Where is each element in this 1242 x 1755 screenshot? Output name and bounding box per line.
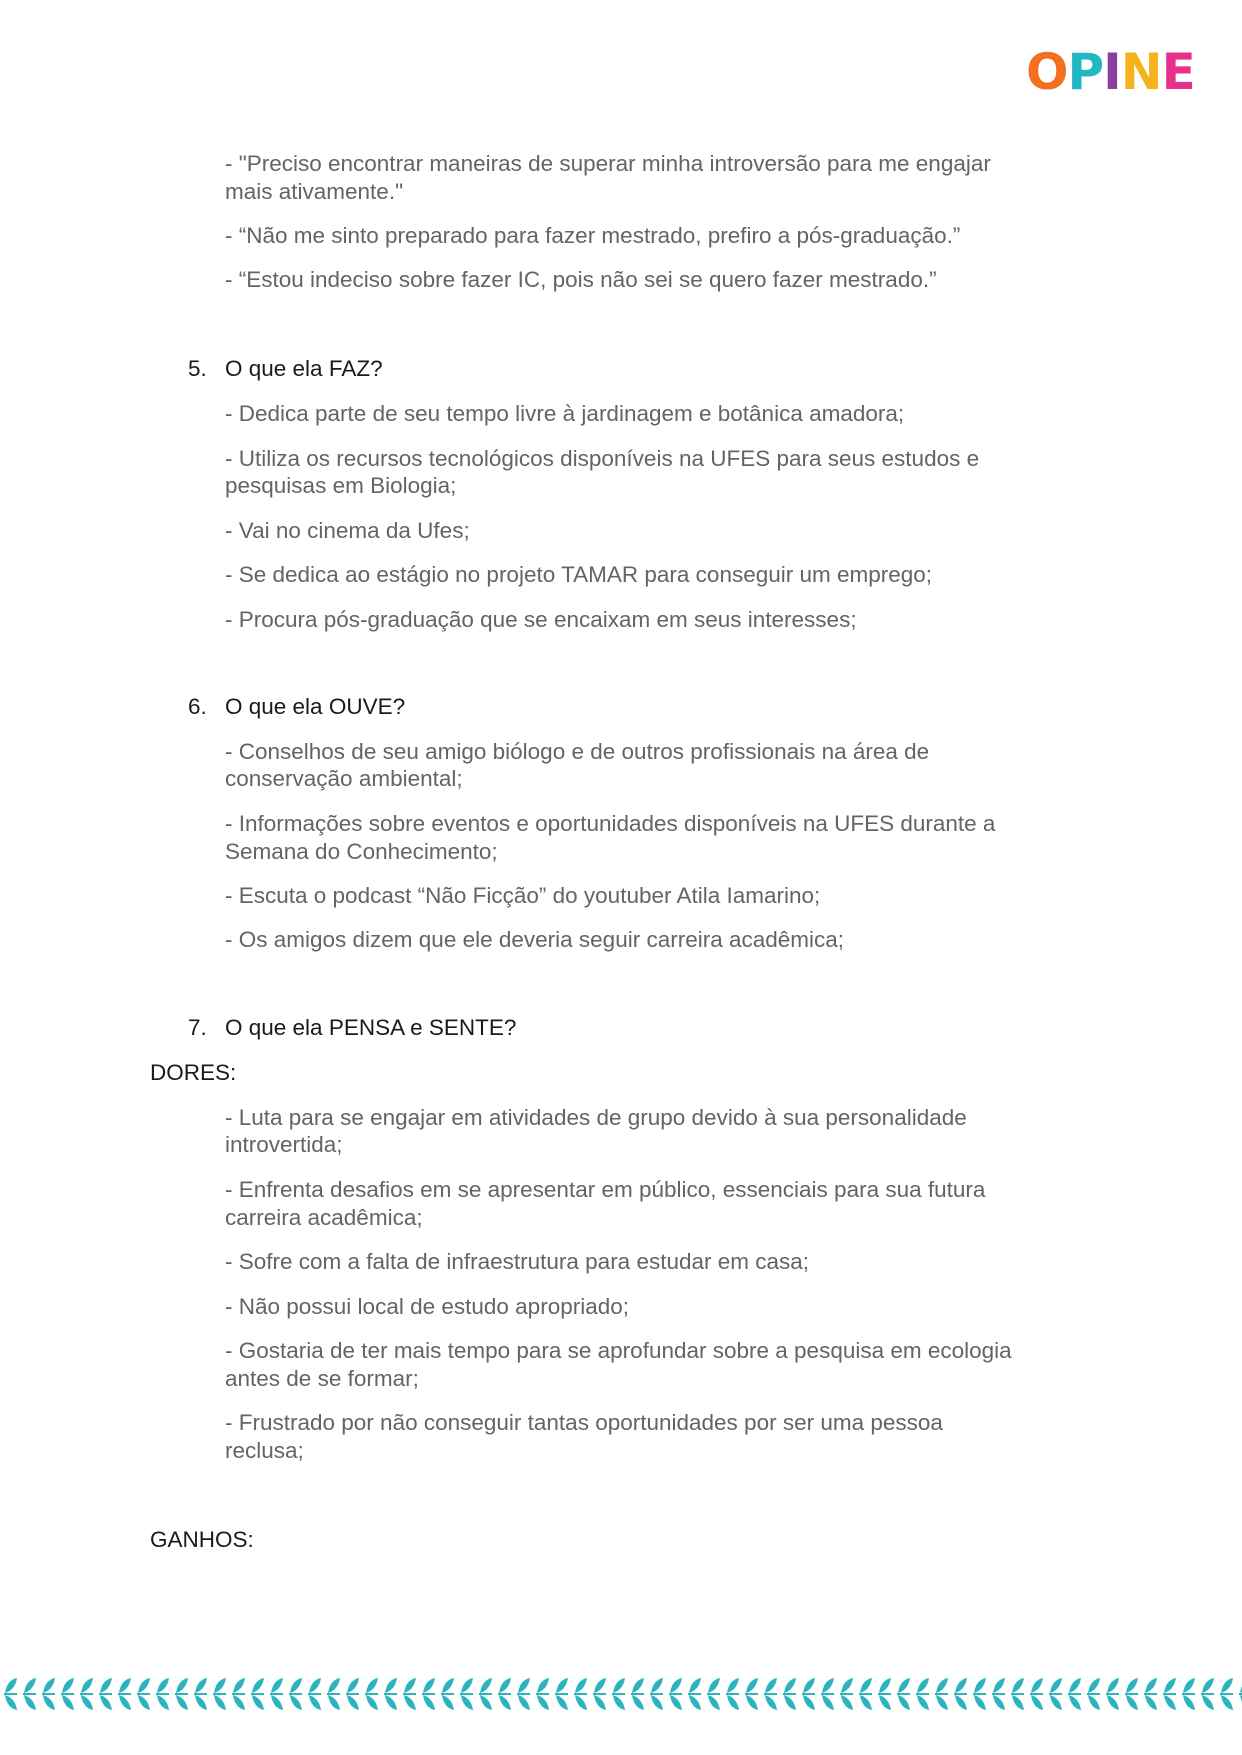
section-heading: O que ela PENSA e SENTE? xyxy=(225,1015,517,1040)
leaf-icon xyxy=(290,1678,302,1693)
list-item: - Conselhos de seu amigo biólogo e de outros profissionais na área de xyxy=(225,739,930,764)
leaf-icon xyxy=(974,1695,986,1710)
leaf-pattern-icon xyxy=(0,1674,1242,1714)
leaf-icon xyxy=(480,1695,492,1710)
leaf-icon xyxy=(727,1678,739,1693)
leaf-icon xyxy=(1183,1695,1195,1710)
ganhos-label: GANHOS: xyxy=(150,1527,254,1552)
leaf-icon xyxy=(157,1695,169,1710)
leaf-icon xyxy=(879,1695,891,1710)
leaf-icon xyxy=(442,1678,454,1693)
logo-letter: N xyxy=(1120,43,1162,101)
leaf-icon xyxy=(499,1678,511,1693)
leaf-icon xyxy=(955,1695,967,1710)
leaf-icon xyxy=(822,1695,834,1710)
leaf-icon xyxy=(1069,1695,1081,1710)
list-item: - Escuta o podcast “Não Ficção” do youtuber Atila Iamarino; xyxy=(225,883,821,908)
leaf-icon xyxy=(1145,1678,1157,1693)
leaf-icon xyxy=(518,1678,530,1693)
list-item: - Os amigos dizem que ele deveria seguir carreira acadêmica; xyxy=(225,927,845,952)
leaf-icon xyxy=(537,1695,549,1710)
leaf-icon xyxy=(1221,1695,1233,1710)
leaf-icon xyxy=(594,1695,606,1710)
leaf-icon xyxy=(575,1695,587,1710)
leaf-icon xyxy=(917,1678,929,1693)
list-item: Semana do Conhecimento; xyxy=(225,839,498,864)
logo-letter: O xyxy=(1026,43,1068,101)
leaf-icon xyxy=(1031,1695,1043,1710)
list-item: conservação ambiental; xyxy=(225,766,463,791)
leaf-icon xyxy=(1107,1678,1119,1693)
list-item: - Informações sobre eventos e oportunidades disponíveis na UFES durante a xyxy=(225,811,996,836)
list-item: - Enfrenta desafios em se apresentar em público, essenciais para sua futura xyxy=(225,1177,986,1202)
leaf-icon xyxy=(575,1678,587,1693)
leaf-icon xyxy=(252,1678,264,1693)
leaf-icon xyxy=(670,1678,682,1693)
logo-letter: E xyxy=(1161,43,1195,101)
list-item: - Luta para se engajar em atividades de grupo devido à sua personalidade xyxy=(225,1105,967,1130)
leaf-icon xyxy=(100,1678,112,1693)
leaf-icon xyxy=(1183,1678,1195,1693)
leaf-icon xyxy=(43,1695,55,1710)
leaf-icon xyxy=(784,1678,796,1693)
list-item: reclusa; xyxy=(225,1438,304,1463)
section-number: 7. xyxy=(188,1015,207,1040)
leaf-icon xyxy=(1050,1695,1062,1710)
leaf-icon xyxy=(898,1695,910,1710)
list-item: - Frustrado por não conseguir tantas oportunidades por ser uma pessoa xyxy=(225,1410,943,1435)
list-item: - Procura pós-graduação que se encaixam em seus interesses; xyxy=(225,607,857,632)
leaf-icon xyxy=(860,1678,872,1693)
quote-line: - “Estou indeciso sobre fazer IC, pois não sei se quero fazer mestrado.” xyxy=(225,267,937,292)
leaf-icon xyxy=(1202,1695,1214,1710)
section-number: 5. xyxy=(188,356,207,381)
leaf-icon xyxy=(765,1678,777,1693)
leaf-icon xyxy=(993,1678,1005,1693)
leaf-icon xyxy=(898,1678,910,1693)
leaf-icon xyxy=(556,1678,568,1693)
leaf-icon xyxy=(100,1695,112,1710)
leaf-icon xyxy=(1107,1695,1119,1710)
leaf-icon xyxy=(689,1678,701,1693)
leaf-icon xyxy=(309,1695,321,1710)
leaf-icon xyxy=(708,1678,720,1693)
leaf-icon xyxy=(24,1695,36,1710)
logo-letter: P xyxy=(1067,43,1104,101)
leaf-icon xyxy=(1069,1678,1081,1693)
list-item: - Gostaria de ter mais tempo para se aprofundar sobre a pesquisa em ecologia xyxy=(225,1338,1012,1363)
leaf-icon xyxy=(347,1678,359,1693)
leaf-icon xyxy=(613,1678,625,1693)
leaf-icon xyxy=(879,1678,891,1693)
leaf-icon xyxy=(404,1678,416,1693)
leaf-icon xyxy=(24,1678,36,1693)
list-item: antes de se formar; xyxy=(225,1366,419,1391)
leaf-icon xyxy=(195,1678,207,1693)
leaf-icon xyxy=(765,1695,777,1710)
leaf-icon xyxy=(708,1695,720,1710)
leaf-icon xyxy=(936,1678,948,1693)
leaf-icon xyxy=(803,1695,815,1710)
leaf-icon xyxy=(727,1695,739,1710)
leaf-icon xyxy=(176,1678,188,1693)
list-item: - Vai no cinema da Ufes; xyxy=(225,518,470,543)
section-number: 6. xyxy=(188,694,207,719)
leaf-icon xyxy=(1088,1695,1100,1710)
quote-line: mais ativamente." xyxy=(225,179,404,204)
leaf-icon xyxy=(632,1678,644,1693)
leaf-icon xyxy=(1050,1678,1062,1693)
leaf-icon xyxy=(176,1695,188,1710)
leaf-icon xyxy=(689,1695,701,1710)
list-item: - Sofre com a falta de infraestrutura para estudar em casa; xyxy=(225,1249,810,1274)
leaf-icon xyxy=(195,1695,207,1710)
leaf-icon xyxy=(670,1695,682,1710)
leaf-icon xyxy=(1031,1678,1043,1693)
leaf-icon xyxy=(1012,1678,1024,1693)
leaf-icon xyxy=(1012,1695,1024,1710)
leaf-icon xyxy=(404,1695,416,1710)
leaf-icon xyxy=(214,1695,226,1710)
list-item: - Dedica parte de seu tempo livre à jardinagem e botânica amadora; xyxy=(225,401,905,426)
leaf-icon xyxy=(841,1678,853,1693)
leaf-icon xyxy=(1126,1678,1138,1693)
leaf-icon xyxy=(955,1678,967,1693)
leaf-icon xyxy=(366,1678,378,1693)
leaf-icon xyxy=(5,1678,17,1693)
list-item: carreira acadêmica; xyxy=(225,1205,423,1230)
list-item: - Utiliza os recursos tecnológicos disponíveis na UFES para seus estudos e xyxy=(225,446,980,471)
leaf-icon xyxy=(461,1695,473,1710)
leaf-icon xyxy=(651,1678,663,1693)
leaf-icon xyxy=(119,1695,131,1710)
list-item: pesquisas em Biologia; xyxy=(225,473,457,498)
leaf-icon xyxy=(271,1695,283,1710)
leaf-icon xyxy=(157,1678,169,1693)
leaf-icon xyxy=(81,1678,93,1693)
leaf-icon xyxy=(290,1695,302,1710)
section-heading: O que ela OUVE? xyxy=(225,694,406,719)
leaf-icon xyxy=(442,1695,454,1710)
leaf-icon xyxy=(233,1678,245,1693)
leaf-icon xyxy=(62,1678,74,1693)
leaf-icon xyxy=(366,1695,378,1710)
leaf-icon xyxy=(271,1678,283,1693)
leaf-icon xyxy=(423,1695,435,1710)
leaf-icon xyxy=(974,1678,986,1693)
leaf-icon xyxy=(594,1678,606,1693)
leaf-icon xyxy=(803,1678,815,1693)
leaf-icon xyxy=(347,1695,359,1710)
leaf-icon xyxy=(993,1695,1005,1710)
quote-line: - “Não me sinto preparado para fazer mestrado, prefiro a pós-graduação.” xyxy=(225,223,961,248)
leaf-icon xyxy=(917,1695,929,1710)
list-item: - Se dedica ao estágio no projeto TAMAR para conseguir um emprego; xyxy=(225,562,933,587)
leaf-icon xyxy=(252,1695,264,1710)
decorative-footer-border xyxy=(0,1674,1242,1714)
leaf-icon xyxy=(1164,1695,1176,1710)
leaf-icon xyxy=(328,1678,340,1693)
leaf-icon xyxy=(1221,1678,1233,1693)
leaf-icon xyxy=(632,1695,644,1710)
leaf-icon xyxy=(214,1678,226,1693)
dores-label: DORES: xyxy=(150,1060,237,1085)
leaf-icon xyxy=(784,1695,796,1710)
quote-line: - "Preciso encontrar maneiras de superar minha introversão para me engajar xyxy=(225,151,991,176)
leaf-icon xyxy=(119,1678,131,1693)
leaf-icon xyxy=(936,1695,948,1710)
leaf-icon xyxy=(841,1695,853,1710)
list-item: - Não possui local de estudo apropriado; xyxy=(225,1294,630,1319)
leaf-icon xyxy=(651,1695,663,1710)
leaf-icon xyxy=(822,1678,834,1693)
leaf-icon xyxy=(43,1678,55,1693)
leaf-icon xyxy=(62,1695,74,1710)
leaf-icon xyxy=(1164,1678,1176,1693)
leaf-icon xyxy=(328,1695,340,1710)
leaf-icon xyxy=(1202,1678,1214,1693)
leaf-icon xyxy=(499,1695,511,1710)
opine-logo xyxy=(1026,42,1195,102)
leaf-icon xyxy=(746,1695,758,1710)
leaf-icon xyxy=(233,1695,245,1710)
leaf-icon xyxy=(518,1695,530,1710)
leaf-icon xyxy=(537,1678,549,1693)
leaf-icon xyxy=(385,1678,397,1693)
leaf-icon xyxy=(138,1678,150,1693)
leaf-icon xyxy=(385,1695,397,1710)
list-item: introvertida; xyxy=(225,1132,343,1157)
leaf-icon xyxy=(423,1678,435,1693)
leaf-icon xyxy=(81,1695,93,1710)
leaf-icon xyxy=(309,1678,321,1693)
section-heading: O que ela FAZ? xyxy=(225,356,383,381)
leaf-icon xyxy=(1145,1695,1157,1710)
leaf-icon xyxy=(1126,1695,1138,1710)
leaf-icon xyxy=(1088,1678,1100,1693)
leaf-icon xyxy=(746,1678,758,1693)
logo-letter: I xyxy=(1103,43,1121,101)
leaf-icon xyxy=(480,1678,492,1693)
leaf-icon xyxy=(5,1695,17,1710)
leaf-icon xyxy=(556,1695,568,1710)
leaf-icon xyxy=(461,1678,473,1693)
leaf-icon xyxy=(613,1695,625,1710)
leaf-icon xyxy=(860,1695,872,1710)
leaf-icon xyxy=(138,1695,150,1710)
